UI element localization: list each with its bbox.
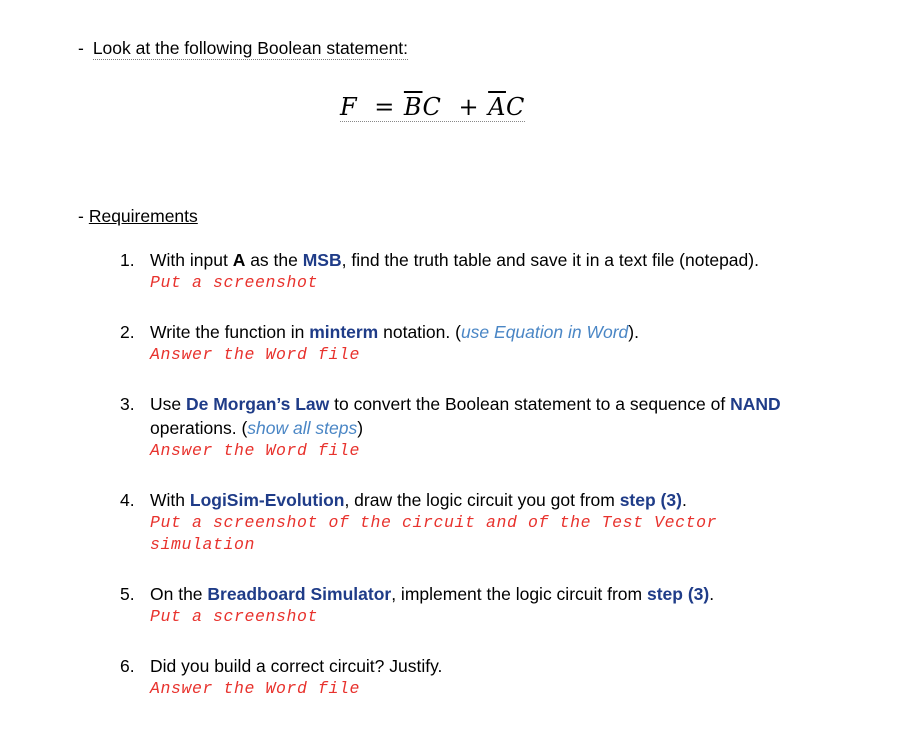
text-run: notation. ( (378, 322, 461, 342)
text-run: With (150, 490, 190, 510)
text-run: . (709, 584, 715, 604)
boolean-equation (340, 93, 525, 122)
text-run: Did you build a correct circuit? Justify. (150, 656, 443, 676)
text-run-bold: A (232, 250, 246, 270)
item-number: 3. (120, 394, 135, 414)
requirements-heading (78, 206, 198, 227)
item-text (150, 248, 810, 272)
text-run: to convert the Boolean statement to a sequence of (329, 394, 731, 414)
eq-plus: + (458, 93, 480, 121)
item-answer: Put a screenshot (150, 273, 319, 292)
item-text (150, 582, 810, 606)
intro-text: Look at the following Boolean statement: (92, 38, 409, 58)
item-number: 2. (120, 322, 135, 342)
requirement-item-2 (120, 320, 810, 366)
item-number: 6. (120, 656, 135, 676)
text-run: , draw the logic circuit you got from (344, 490, 620, 510)
text-run-highlight: De Morgan’s Law (185, 394, 330, 414)
text-run: With input (150, 250, 233, 270)
text-run: Use (150, 394, 186, 414)
item-answer: Put a screenshot (150, 607, 319, 626)
item-text (150, 654, 810, 678)
requirements-title: Requirements (88, 206, 198, 226)
text-run-highlight: step (3) (619, 490, 682, 510)
text-run: , implement the logic circuit from (391, 584, 647, 604)
requirement-item-3 (120, 392, 810, 462)
text-run-highlight: minterm (309, 322, 379, 342)
requirement-item-5 (120, 582, 810, 628)
requirement-item-1 (120, 248, 810, 294)
item-text (150, 392, 810, 440)
text-run-highlight: Breadboard Simulator (207, 584, 392, 604)
item-text (150, 320, 810, 344)
text-run: . (681, 490, 687, 510)
text-run: Write the function in (150, 322, 310, 342)
text-run: On the (150, 584, 208, 604)
text-run-highlight: step (3) (646, 584, 710, 604)
eq-lhs: F (340, 93, 358, 121)
item-answer: Answer the Word file (150, 345, 361, 364)
text-run: operations. ( (150, 418, 248, 438)
eq-a-bar: $\overline{A}$ (488, 93, 506, 121)
item-answer: Answer the Word file (150, 441, 361, 460)
item-text (150, 488, 810, 512)
intro-line (78, 38, 408, 59)
text-run-italic: show all steps (247, 418, 358, 438)
eq-c1: C (422, 93, 442, 121)
item-number: 1. (120, 250, 135, 270)
item-answer: Put a screenshot of the circuit and of the Test Vector simulation (150, 513, 718, 554)
text-run-italic: use Equation in Word (460, 322, 629, 342)
eq-equals: = (374, 93, 395, 121)
text-run: ) (357, 418, 364, 438)
intro-dash: - (78, 38, 84, 58)
text-run: , find the truth table and save it in a text file (notepad). (341, 250, 759, 270)
requirement-item-6 (120, 654, 810, 700)
item-number: 4. (120, 490, 135, 510)
item-answer: Answer the Word file (150, 679, 361, 698)
text-run-highlight: MSB (302, 250, 342, 270)
requirements-dash: - (78, 206, 84, 226)
text-run: ). (628, 322, 639, 342)
item-number: 5. (120, 584, 135, 604)
eq-b-bar: $\overline{B}$ (403, 93, 423, 121)
eq-c2: C (505, 93, 525, 121)
text-run: as the (245, 250, 303, 270)
text-run-highlight: NAND (730, 394, 781, 414)
text-run-highlight: LogiSim-Evolution (189, 490, 345, 510)
requirement-item-4 (120, 488, 810, 556)
